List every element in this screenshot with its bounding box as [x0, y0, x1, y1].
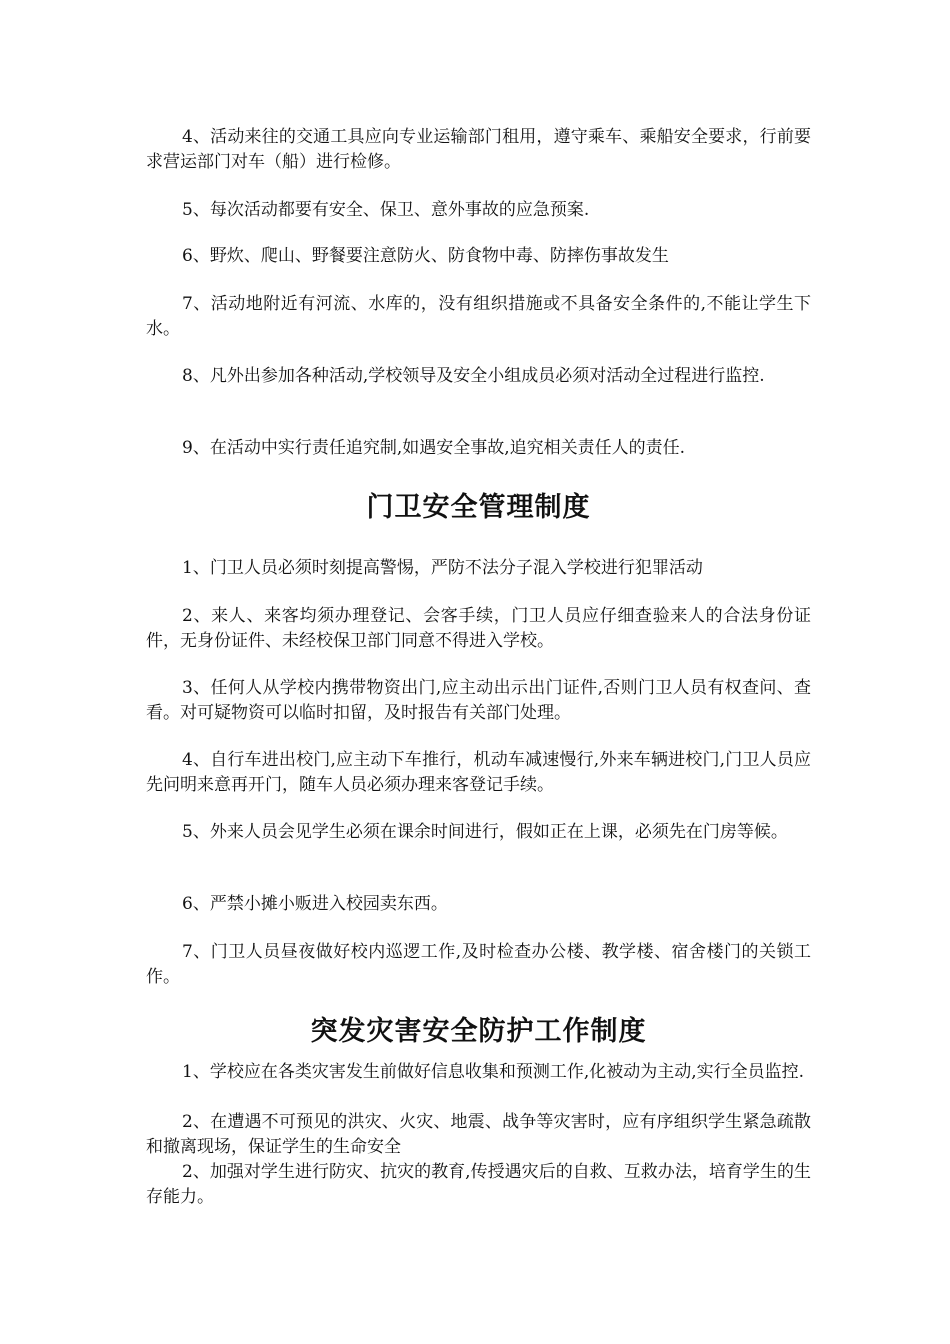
list-item: 2、在遭遇不可预见的洪灾、火灾、地震、战争等灾害时，应有序组织学生紧急疏散和撤离现场，保证学生的生命安全 [146, 1112, 811, 1157]
section-heading: 门卫安全管理制度 [366, 492, 591, 523]
list-item: 7、活动地附近有河流、水库的，没有组织措施或不具备安全条件的,不能让学生下水。 [146, 294, 811, 339]
list-item: 2、来人、来客均须办理登记、会客手续，门卫人员应仔细查验来人的合法身份证件，无身份证件、未经校保卫部门同意不得进入学校。 [146, 606, 811, 651]
list-item: 5、每次活动都要有安全、保卫、意外事故的应急预案. [182, 200, 590, 220]
list-item: 5、外来人员会见学生必须在课余时间进行，假如正在上课，必须先在门房等候。 [182, 822, 788, 842]
list-item: 2、加强对学生进行防灾、抗灾的教育,传授遇灾后的自救、互救办法，培育学生的生存能力。 [146, 1162, 811, 1207]
list-item: 6、严禁小摊小贩进入校园卖东西。 [182, 894, 448, 914]
list-item: 9、在活动中实行责任追究制,如遇安全事故,追究相关责任人的责任. [182, 438, 686, 458]
list-item: 6、野炊、爬山、野餐要注意防火、防食物中毒、防摔伤事故发生 [182, 246, 669, 266]
list-item: 1、学校应在各类灾害发生前做好信息收集和预测工作,化被动为主动,实行全员监控. [182, 1062, 805, 1082]
list-item: 4、自行车进出校门,应主动下车推行，机动车减速慢行,外来车辆进校门,门卫人员应先问明来意再开门，随车人员必须办理来客登记手续。 [146, 750, 811, 795]
list-item: 4、活动来往的交通工具应向专业运输部门租用，遵守乘车、乘船安全要求，行前要求营运部门对车（船）进行检修。 [146, 127, 811, 172]
list-item: 3、任何人从学校内携带物资出门,应主动出示出门证件,否则门卫人员有权查问、查看。对可疑物资可以临时扣留，及时报告有关部门处理。 [146, 678, 811, 723]
section-heading: 突发灾害安全防护工作制度 [310, 1016, 647, 1047]
list-item: 7、门卫人员昼夜做好校内巡逻工作,及时检查办公楼、教学楼、宿舍楼门的关锁工作。 [146, 942, 811, 987]
list-item: 1、门卫人员必须时刻提高警惕，严防不法分子混入学校进行犯罪活动 [182, 558, 703, 578]
list-item: 8、凡外出参加各种活动,学校领导及安全小组成员必须对活动全过程进行监控. [182, 366, 765, 386]
